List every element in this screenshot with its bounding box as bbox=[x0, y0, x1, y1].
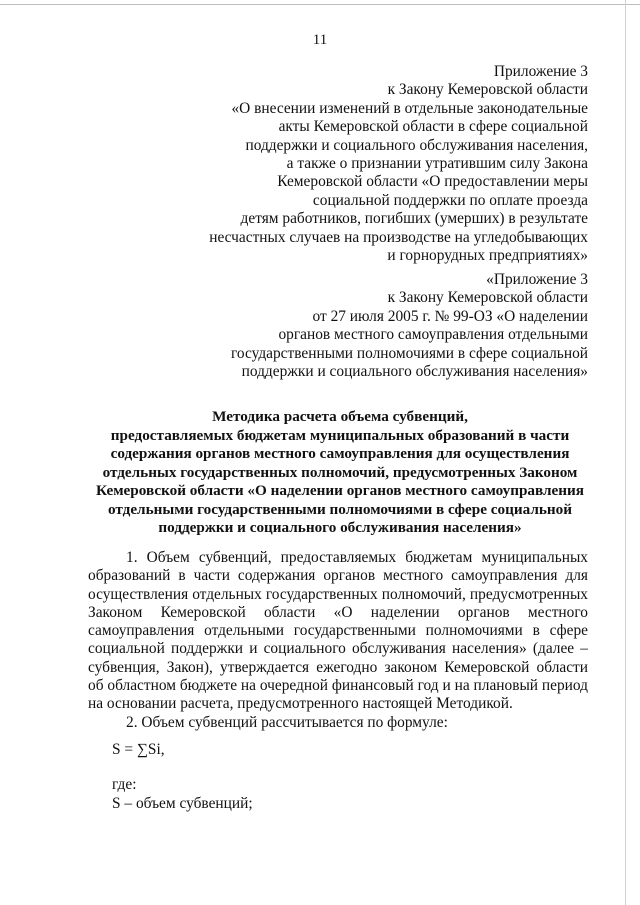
document-title bbox=[80, 408, 600, 538]
paragraph-1-line: 1. Объем субвенций, предоставляемых бюджетам муниципальных bbox=[126, 549, 588, 566]
paragraph-2: 2. Объем субвенций рассчитывается по формуле: bbox=[126, 713, 448, 731]
annex-header-line: несчастных случаев на производстве на угледобывающих bbox=[209, 228, 588, 246]
annex-quoted-header bbox=[28, 271, 588, 381]
formula: S = ∑Si, bbox=[112, 741, 165, 758]
paragraph-1-line: Законом Кемеровской области «О наделении органов местного bbox=[88, 603, 588, 621]
annex-header-line: «О внесении изменений в отдельные законодательные bbox=[231, 99, 588, 117]
annex-header-line: а также о признании утратившим силу Закона bbox=[286, 155, 588, 173]
annex-header-line: Кемеровской области «О предоставлении меры bbox=[277, 173, 588, 191]
paragraph-1-line: субвенция, Закон), утверждается ежегодно законом Кемеровской области bbox=[88, 658, 588, 676]
annex-header-line: Приложение 3 bbox=[493, 63, 588, 80]
page-number: 11 bbox=[312, 32, 328, 48]
annex-header bbox=[28, 63, 588, 265]
title-line: отдельных государственных полномочий, предусмотренных Законом bbox=[102, 463, 578, 481]
annex-quoted-line: государственными полномочиями в сфере социальной bbox=[230, 344, 588, 362]
annex-header-line: акты Кемеровской области в сфере социальной bbox=[278, 118, 588, 136]
title-line: предоставляемых бюджетам муниципальных образований в части bbox=[110, 426, 570, 444]
annex-header-line: детям работников, погибших (умерших) в результате bbox=[240, 210, 588, 228]
paragraph-1-line: об областном бюджете на очередной финансовый год и на плановый период bbox=[88, 677, 588, 695]
annex-quoted-line: «Приложение 3 bbox=[486, 271, 588, 288]
title-line: Кемеровской области «О наделении органов местного самоуправления bbox=[96, 482, 584, 499]
title-line: Методика расчета объема субвенций, bbox=[212, 408, 468, 425]
title-line: содержания органов местного самоуправления для осуществления bbox=[110, 445, 570, 462]
page-edge-line bbox=[625, 0, 626, 905]
paragraph-1-line: самоуправления отдельными государственными полномочиями в сфере bbox=[88, 622, 588, 640]
annex-header-line: и горнорудных предприятиях» bbox=[387, 247, 588, 265]
annex-quoted-line: к Закону Кемеровской области bbox=[387, 289, 588, 307]
paragraph-1-line: социальной поддержки и социального обслуживания населения» (далее – bbox=[88, 640, 588, 658]
paragraph-1-line: осуществления отдельных государственных полномочий, предусмотренных bbox=[88, 585, 588, 603]
title-line: отдельными государственными полномочиями в сфере социальной bbox=[107, 500, 572, 518]
paragraph-1-last-line: на основании расчета, предусмотренного настоящей Методикой. bbox=[88, 695, 513, 713]
body-text bbox=[88, 549, 588, 732]
variable-definition: S – объем субвенций; bbox=[112, 795, 253, 812]
where-label: где: bbox=[112, 776, 137, 793]
annex-quoted-line: органов местного самоуправления отдельными bbox=[278, 326, 588, 344]
annex-header-line: поддержки и социального обслуживания населения, bbox=[245, 136, 588, 154]
top-border-line bbox=[0, 4, 640, 5]
paragraph-1-line: образований в части содержания органов местного самоуправления для bbox=[88, 567, 588, 585]
annex-quoted-line: поддержки и социального обслуживания населения» bbox=[241, 363, 588, 381]
annex-header-line: социальной поддержки по оплате проезда bbox=[312, 191, 588, 209]
title-line: поддержки и социального обслуживания населения» bbox=[158, 519, 522, 536]
annex-header-line: к Закону Кемеровской области bbox=[387, 81, 588, 99]
annex-quoted-line: от 27 июля 2005 г. № 99-ОЗ «О наделении bbox=[312, 307, 588, 325]
